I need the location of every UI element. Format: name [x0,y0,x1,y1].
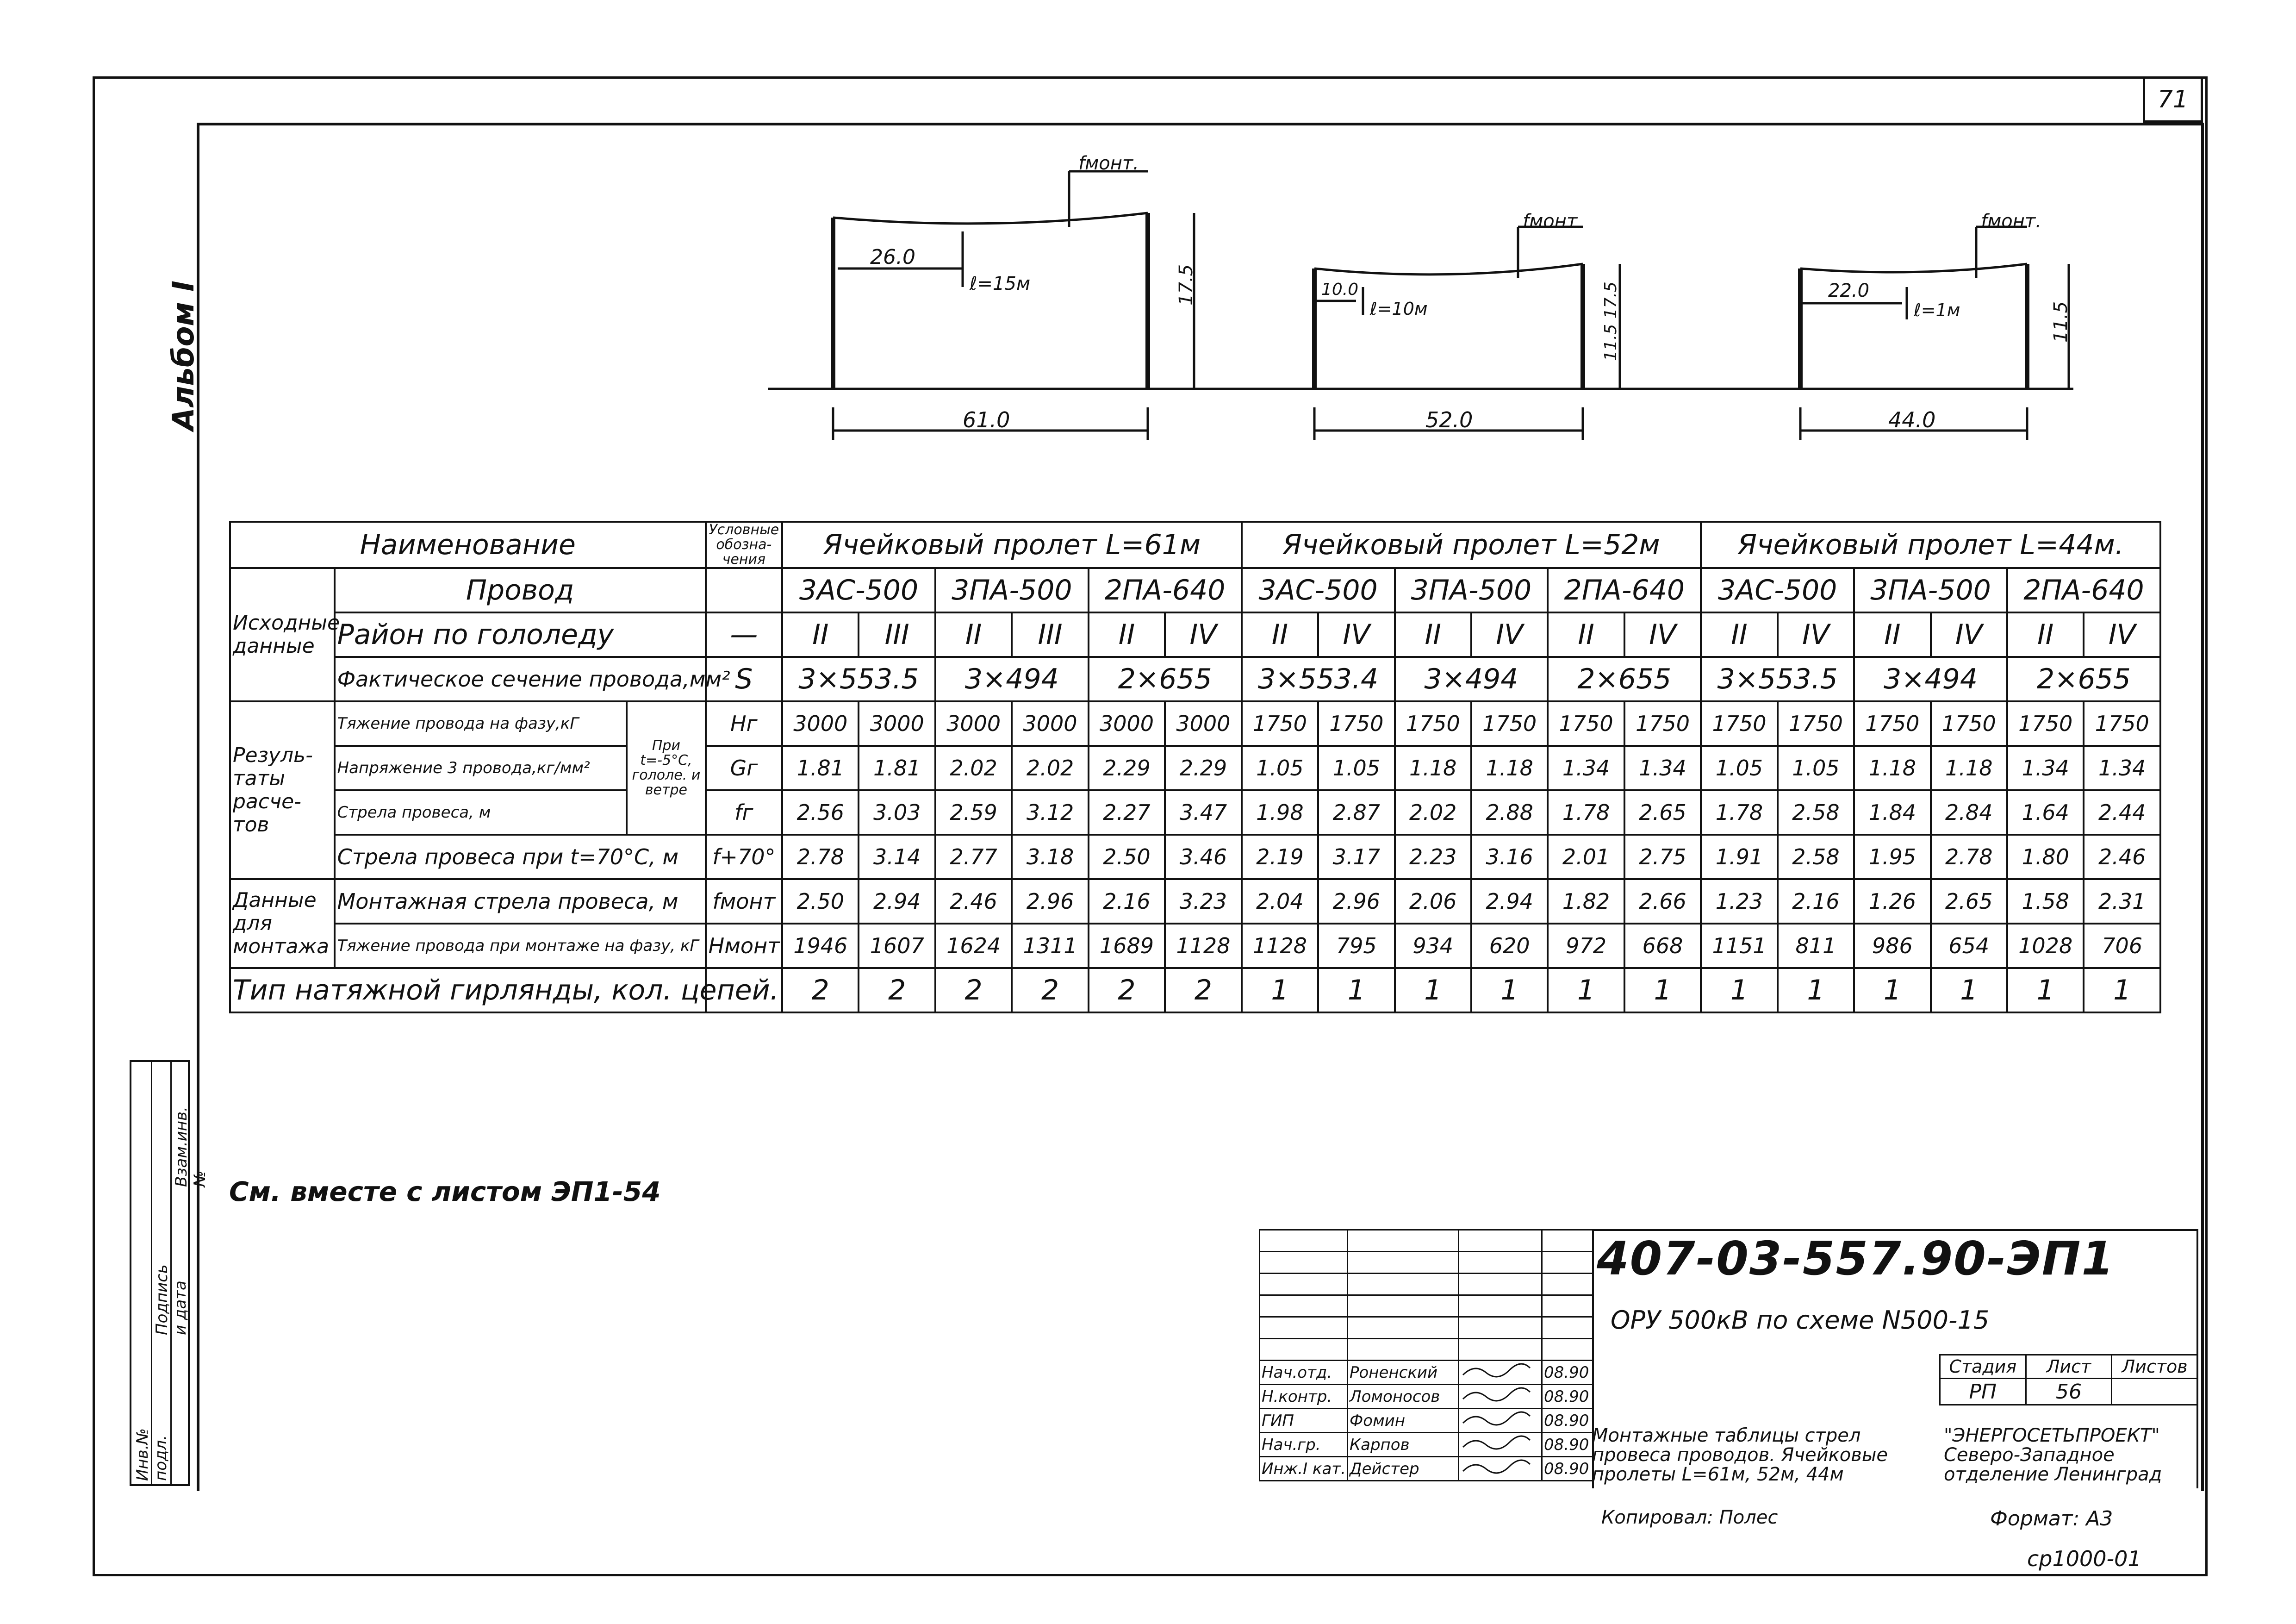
cell-value: 1.18 [1854,746,1930,790]
cell-value: 1.78 [1701,790,1777,835]
cell-section: 2×655 [2007,657,2160,701]
signer-role: ГИП [1260,1409,1348,1433]
organization: "ЭНЕРГОСЕТЬПРОЕКТ" Северо-Западное отделение Ленинград [1944,1425,2162,1485]
sheet-format: Формат: А3 [1990,1507,2113,1530]
cell-value: 2.01 [1548,835,1624,879]
stage-value: РП [1940,1379,2026,1405]
cell-ice: II [1701,612,1777,657]
sheet-number: 71 [2143,76,2203,123]
group-results: Резуль-таты расче-тов [230,701,335,879]
row-label-r3: Стрела провеса, м [335,790,627,835]
cell-type: 2 [1165,968,1242,1012]
cell-wire: 3ПА-500 [1395,568,1548,612]
cell-value: 1.84 [1854,790,1930,835]
cell-value: 620 [1471,924,1548,968]
stage-table [1939,1354,2198,1405]
cell-value: 1750 [1242,701,1318,746]
cell-value: 934 [1395,924,1471,968]
cell-value: 972 [1548,924,1624,968]
cell-value: 2.75 [1624,835,1701,879]
cell-value: 1.18 [1395,746,1471,790]
header-span: Ячейковый пролет L=52м [1242,522,1701,568]
sign-date: 08.90 [1542,1433,1593,1457]
row-label-section: Фактическое сечение провода,мм² [335,657,706,701]
cell-value: 1624 [935,924,1012,968]
cell-value: 2.77 [935,835,1012,879]
cell-value: 654 [1931,924,2007,968]
diagram-3-left-dim: 22.0 [1828,280,1870,301]
cell-value: 1.80 [2007,835,2084,879]
cell-value: 3000 [935,701,1012,746]
cell-wire: 2ПА-640 [1548,568,1701,612]
signature-row [1260,1361,1593,1385]
cell-value: 1.34 [1548,746,1624,790]
cell-ice: IV [1931,612,2007,657]
cell-type: 2 [859,968,935,1012]
cell-type: 2 [1012,968,1088,1012]
symbol-r4: f+70° [706,835,782,879]
cell-value: 1750 [1624,701,1701,746]
cell-value: 2.19 [1242,835,1318,879]
cell-value: 1.34 [2007,746,2084,790]
cell-section: 3×553.4 [1242,657,1395,701]
signature [1459,1361,1542,1385]
cell-value: 2.04 [1242,879,1318,924]
cell-value: 2.46 [935,879,1012,924]
cell-value: 1.26 [1854,879,1930,924]
cell-ice: II [1548,612,1624,657]
diagram-3-sag-dim: ℓ=1м [1914,300,1960,320]
cell-value: 1128 [1242,924,1318,968]
cell-value: 1.98 [1242,790,1318,835]
cell-ice: III [1012,612,1088,657]
cell-section: 3×494 [1854,657,2007,701]
row-label-wire: Провод [335,568,706,612]
cell-wire: 3ПА-500 [1854,568,2007,612]
signer-role: Нач.гр. [1260,1433,1348,1457]
signer-name: Карпов [1348,1433,1459,1457]
sheet-value: 56 [2026,1379,2112,1405]
cell-section: 3×494 [1395,657,1548,701]
condition-note: При t=-5°С, гололе. и ветре [627,701,705,835]
cell-value: 1.82 [1548,879,1624,924]
sheets-value [2112,1379,2198,1405]
cell-value: 1.81 [782,746,859,790]
cell-value: 1.58 [2007,879,2084,924]
cell-value: 1311 [1012,924,1088,968]
sheet-description: Монтажные таблицы стрел провеса проводов. Ячейковые пролеты L=61м, 52м, 44м [1592,1425,1888,1485]
cell-type: 1 [1701,968,1777,1012]
cell-value: 3.14 [859,835,935,879]
cell-value: 811 [1778,924,1854,968]
cell-value: 1028 [2007,924,2084,968]
cell-type: 2 [1089,968,1165,1012]
cell-value: 1750 [1701,701,1777,746]
signature-row-blank [1260,1339,1593,1361]
sign-date: 08.90 [1542,1457,1593,1481]
cell-wire: 3АС-500 [1701,568,1854,612]
cell-value: 2.87 [1318,790,1394,835]
cell-ice: IV [2084,612,2160,657]
cell-value: 1750 [2084,701,2160,746]
cell-value: 706 [2084,924,2160,968]
cell-section: 3×553.5 [1701,657,1854,701]
stage-header: Стадия [1940,1355,2026,1379]
cell-value: 2.66 [1624,879,1701,924]
group-mount: Данные для монтажа [230,879,335,968]
diagram-1-span: 61.0 [963,407,1010,432]
signer-name: Дейстер [1348,1457,1459,1481]
cell-value: 1.78 [1548,790,1624,835]
group-initial: Исходные данные [230,568,335,701]
signature-row [1260,1457,1593,1481]
side-strip-sign: Подпись и дата [153,1264,190,1335]
table-row [230,522,2160,568]
cell-value: 3.12 [1012,790,1088,835]
cell-value: 3000 [859,701,935,746]
row-label-r2: Напряжение 3 провода,кг/мм² [335,746,627,790]
symbol-r2: Gг [706,746,782,790]
cell-value: 1750 [2007,701,2084,746]
archive-stamp: ср1000-01 [2027,1546,2141,1571]
cell-wire: 3ПА-500 [935,568,1089,612]
cell-value: 2.94 [859,879,935,924]
row-label-r1: Тяжение провода на фазу,кГ [335,701,627,746]
row-label-r4: Стрела провеса при t=70°С, м [335,835,706,879]
cell-value: 2.78 [782,835,859,879]
cell-type: 1 [1931,968,2007,1012]
cell-value: 2.58 [1778,835,1854,879]
diagram-1-left-dim: 26.0 [870,245,915,269]
cell-value: 3000 [782,701,859,746]
cell-type: 1 [1624,968,1701,1012]
cell-type: 1 [1548,968,1624,1012]
diagram-2-height: 11.5 17.5 [1601,281,1620,361]
side-strip [130,1060,209,1486]
cell-type: 1 [2084,968,2160,1012]
cell-value: 2.84 [1931,790,2007,835]
cell-value: 2.06 [1395,879,1471,924]
table-row [230,790,2160,835]
cell-value: 1750 [1395,701,1471,746]
cell-value: 2.96 [1318,879,1394,924]
cell-value: 3.23 [1165,879,1242,924]
cell-value: 3.17 [1318,835,1394,879]
cell-ice: II [2007,612,2084,657]
table-row [230,612,2160,657]
cell-value: 795 [1318,924,1394,968]
sheet-header: Лист [2026,1355,2112,1379]
diagram-2-span: 52.0 [1425,407,1473,432]
signature-row-blank [1260,1252,1593,1274]
table-row [230,968,2160,1012]
row-label-type: Тип натяжной гирлянды, кол. цепей. [230,968,706,1012]
row-label-ice: Район по гололеду [335,612,706,657]
cell-value: 2.56 [782,790,859,835]
symbol-r1: Hг [706,701,782,746]
cell-value: 1946 [782,924,859,968]
cell-wire: 2ПА-640 [1089,568,1242,612]
cell-ice: II [1242,612,1318,657]
cell-value: 2.02 [935,746,1012,790]
signer-role: Н.контр. [1260,1385,1348,1409]
cell-value: 1.64 [2007,790,2084,835]
cell-value: 1689 [1089,924,1165,968]
signer-role: Нач.отд. [1260,1361,1348,1385]
signer-role: Инж.I кат. [1260,1457,1348,1481]
cell-wire: 3АС-500 [1242,568,1395,612]
cell-value: 2.78 [1931,835,2007,879]
cell-value: 1750 [1318,701,1394,746]
cell-value: 1.23 [1701,879,1777,924]
cell-value: 986 [1854,924,1930,968]
cell-ice: II [1395,612,1471,657]
cell-ice: IV [1165,612,1242,657]
signature [1459,1385,1542,1409]
sign-date: 08.90 [1542,1409,1593,1433]
header-symbol: Условные обозна-чения [706,522,782,568]
cell-value: 1607 [859,924,935,968]
row-label-m1: Монтажная стрела провеса, м [335,879,706,924]
symbol-section: S [706,657,782,701]
cell-type: 1 [1318,968,1394,1012]
cell-value: 1.05 [1701,746,1777,790]
cell-type: 1 [1395,968,1471,1012]
sign-date: 08.90 [1542,1361,1593,1385]
signature-row [1260,1433,1593,1457]
cell-value: 3000 [1089,701,1165,746]
cell-value: 2.58 [1778,790,1854,835]
diagram-2-sag-label: fмонт [1523,211,1578,232]
cell-wire: 3АС-500 [782,568,935,612]
cell-value: 2.65 [1931,879,2007,924]
signature-row-blank [1260,1230,1593,1252]
header-name: Наименование [230,522,706,568]
cell-value: 1.91 [1701,835,1777,879]
diagram-3-span: 44.0 [1888,407,1936,432]
cell-value: 1.95 [1854,835,1930,879]
cell-type: 2 [935,968,1012,1012]
cell-value: 2.59 [935,790,1012,835]
cell-value: 2.16 [1778,879,1854,924]
cell-value: 2.65 [1624,790,1701,835]
cell-type: 1 [2007,968,2084,1012]
cell-value: 1.18 [1931,746,2007,790]
table-row [230,879,2160,924]
cell-value: 2.31 [2084,879,2160,924]
cell-ice: IV [1624,612,1701,657]
cell-value: 2.94 [1471,879,1548,924]
symbol-m2: Hмонт [706,924,782,968]
signature-row [1260,1385,1593,1409]
cell-value: 2.02 [1395,790,1471,835]
diagram-3-sag-label: fмонт. [1981,211,2041,232]
row-label-m2: Тяжение провода при монтаже на фазу, кГ [335,924,706,968]
diagram-2-sag-dim: ℓ=10м [1370,299,1428,319]
cell-value: 3.03 [859,790,935,835]
signature [1459,1409,1542,1433]
cell-value: 1750 [1471,701,1548,746]
cell-value: 3.18 [1012,835,1088,879]
cell-value: 668 [1624,924,1701,968]
span-diagrams [0,0,2296,509]
cell-value: 2.50 [782,879,859,924]
sag-table [229,521,2161,1013]
cell-value: 1.05 [1242,746,1318,790]
cell-value: 3.46 [1165,835,1242,879]
cell-value: 1750 [1548,701,1624,746]
sign-date: 08.90 [1542,1385,1593,1409]
signature-row-blank [1260,1274,1593,1295]
cell-ice: IV [1471,612,1548,657]
symbol-ice: — [706,612,782,657]
cell-value: 3.47 [1165,790,1242,835]
cell-value: 2.29 [1089,746,1165,790]
table-row [230,924,2160,968]
signature-row-blank [1260,1295,1593,1317]
table-row [230,701,2160,746]
cell-type: 1 [1471,968,1548,1012]
project-title: ОРУ 500кВ по схеме N500-15 [1611,1305,1990,1335]
cell-value: 3.16 [1471,835,1548,879]
cell-section: 2×655 [1548,657,1701,701]
cell-value: 1.34 [2084,746,2160,790]
cell-value: 2.50 [1089,835,1165,879]
header-span: Ячейковый пролет L=61м [782,522,1242,568]
cell-ice: II [1854,612,1930,657]
cell-value: 1750 [1778,701,1854,746]
cell-ice: IV [1318,612,1394,657]
note-see-also: См. вместе с листом ЭП1-54 [229,1176,661,1207]
cell-type: 1 [1242,968,1318,1012]
diagram-1 [833,171,1194,440]
table-row [230,568,2160,612]
cell-section: 2×655 [1089,657,1242,701]
cell-wire: 2ПА-640 [2007,568,2160,612]
diagram-1-sag-dim: ℓ=15м [970,273,1031,294]
signature [1459,1457,1542,1481]
cell-value: 2.44 [2084,790,2160,835]
signature [1459,1433,1542,1457]
side-strip-replace: Взам.инв.№ [172,1106,209,1187]
signatures-table [1259,1229,1593,1481]
cell-value: 1.18 [1471,746,1548,790]
cell-value: 1.05 [1778,746,1854,790]
cell-value: 1151 [1701,924,1777,968]
table-row [230,746,2160,790]
cell-value: 1750 [1931,701,2007,746]
signer-name: Фомин [1348,1409,1459,1433]
cell-value: 2.23 [1395,835,1471,879]
cell-ice: II [1089,612,1165,657]
table-row [230,835,2160,879]
cell-value: 1128 [1165,924,1242,968]
cell-ice: III [859,612,935,657]
diagram-1-height: 17.5 [1176,264,1197,306]
album-label: Альбом I [167,281,201,431]
cell-type: 1 [1854,968,1930,1012]
signature-row-blank [1260,1317,1593,1339]
cell-section: 3×494 [935,657,1089,701]
cell-value: 2.02 [1012,746,1088,790]
cell-value: 1750 [1854,701,1930,746]
cell-ice: II [782,612,859,657]
cell-section: 3×553.5 [782,657,935,701]
cell-value: 3000 [1012,701,1088,746]
cell-value: 2.16 [1089,879,1165,924]
copied-by: Копировал: Полес [1601,1507,1778,1528]
cell-value: 3000 [1165,701,1242,746]
cell-value: 1.81 [859,746,935,790]
cell-value: 1.05 [1318,746,1394,790]
symbol-r3: fг [706,790,782,835]
cell-type: 2 [782,968,859,1012]
symbol-m1: fмонт [706,879,782,924]
cell-value: 2.29 [1165,746,1242,790]
diagram-3-height: 11.5 [2050,301,2072,343]
diagram-1-sag-label: fмонт. [1078,153,1139,174]
signer-name: Роненский [1348,1361,1459,1385]
cell-type: 1 [1778,968,1854,1012]
table-row [230,657,2160,701]
document-code: 407-03-557.90-ЭП1 [1597,1231,2115,1286]
cell-value: 2.27 [1089,790,1165,835]
signature-row [1260,1409,1593,1433]
symbol-cell [706,568,782,612]
cell-value: 2.88 [1471,790,1548,835]
signer-name: Ломоносов [1348,1385,1459,1409]
cell-value: 2.96 [1012,879,1088,924]
cell-value: 1.34 [1624,746,1701,790]
cell-ice: II [935,612,1012,657]
sheets-header: Листов [2112,1355,2198,1379]
side-strip-inv: Инв.№ подл. [133,1428,170,1481]
header-span: Ячейковый пролет L=44м. [1701,522,2160,568]
diagram-2-left-dim: 10.0 [1321,280,1359,299]
cell-value: 2.46 [2084,835,2160,879]
cell-ice: IV [1778,612,1854,657]
